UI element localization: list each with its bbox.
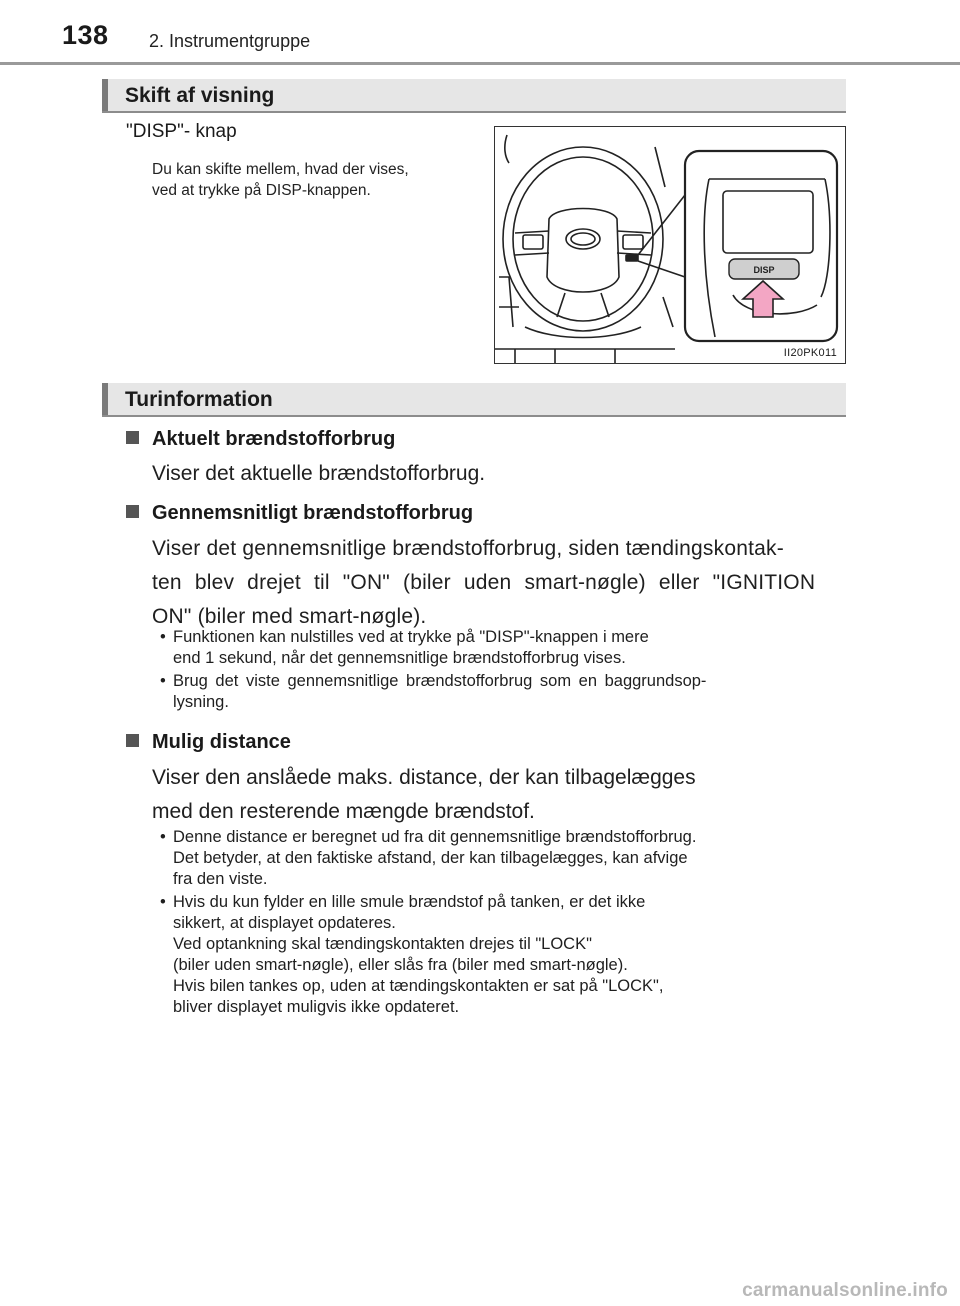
item-text-line: Viser det gennemsnitlige brændstofforbrug, siden tændingskontak-	[152, 537, 784, 560]
bullet-line: fra den viste.	[173, 870, 268, 888]
disp-description	[152, 159, 482, 201]
square-bullet-icon	[126, 505, 139, 518]
section-accent	[102, 79, 108, 111]
bullet-line: • Brug det viste gennemsnitlige brændstofforbrug som en baggrundsop-	[173, 672, 707, 690]
item-text-line: Viser det aktuelle brændstofforbrug.	[152, 462, 486, 485]
item-text-line: Viser den anslåede maks. distance, der kan tilbagelægges	[152, 766, 696, 789]
section-accent	[102, 383, 108, 415]
bullet-line: lysning.	[173, 693, 229, 711]
page-number: 138	[62, 20, 109, 50]
item-heading	[126, 502, 473, 525]
item-heading-text: Mulig distance	[152, 731, 291, 753]
chapter-title: 2. Instrumentgruppe	[149, 31, 311, 51]
disp-description-line: ved at trykke på DISP-knappen.	[152, 182, 371, 199]
item-heading-text: Gennemsnitligt brændstofforbrug	[152, 502, 474, 524]
square-bullet-icon	[126, 431, 139, 444]
bullet-line: Det betyder, at den faktiske afstand, der kan tilbagelægges, kan afvige	[173, 849, 688, 867]
section-title: Skift af visning	[125, 84, 275, 107]
square-bullet-icon	[126, 734, 139, 747]
disp-button-label: "DISP"- knap	[126, 121, 237, 142]
bullet-line: Ved optankning skal tændingskontakten drejes til "LOCK"	[173, 935, 592, 953]
item-heading-text: Aktuelt brændstofforbrug	[152, 428, 396, 450]
bullet-line: • Funktionen kan nulstilles ved at trykke på "DISP"-knappen i mere	[173, 628, 649, 646]
item-text-line: ON" (biler med smart-nøgle).	[152, 605, 427, 628]
disp-description-line: Du kan skifte mellem, hvad der vises,	[152, 161, 409, 178]
bullet-list	[160, 627, 840, 715]
section-heading-skift-af-visning	[102, 79, 846, 113]
disp-button-text: DISP	[753, 265, 775, 275]
item-text-line: ten blev drejet til "ON" (biler uden smart-nøgle) eller "IGNITION	[152, 571, 816, 594]
item-text-line: med den resterende mængde brændstof.	[152, 800, 535, 823]
section-heading-turinformation	[102, 383, 846, 417]
bullet-line: sikkert, at displayet opdateres.	[173, 914, 396, 932]
bullet-line: bliver displayet muligvis ikke opdateret.	[173, 998, 460, 1016]
section-title: Turinformation	[125, 388, 273, 411]
watermark: carmanualsonline.info	[742, 1280, 948, 1301]
bullet-line: • Denne distance er beregnet ud fra dit gennemsnitlige brændstofforbrug.	[173, 828, 697, 846]
figure-code: II20PK011	[783, 347, 837, 359]
item-text	[152, 457, 840, 491]
bullet-line: end 1 sekund, når det gennemsnitlige brændstofforbrug vises.	[173, 649, 626, 667]
bullet-item	[160, 827, 840, 890]
steering-wheel-drawing	[495, 127, 845, 363]
bullet-item	[160, 892, 840, 1018]
item-heading	[126, 428, 395, 451]
bullet-line: • Hvis du kun fylder en lille smule brændstof på tanken, er det ikke	[173, 893, 646, 911]
bullet-list	[160, 827, 840, 1020]
item-heading	[126, 731, 291, 754]
item-text	[152, 532, 840, 634]
bullet-item	[160, 627, 840, 669]
bullet-item	[160, 671, 840, 713]
bullet-line: Hvis bilen tankes op, uden at tændingskontakten er sat på "LOCK",	[173, 977, 664, 995]
item-text	[152, 761, 840, 829]
bullet-line: (biler uden smart-nøgle), eller slås fra (biler med smart-nøgle).	[173, 956, 628, 974]
header-divider	[0, 62, 960, 65]
steering-wheel-illustration	[494, 126, 846, 364]
